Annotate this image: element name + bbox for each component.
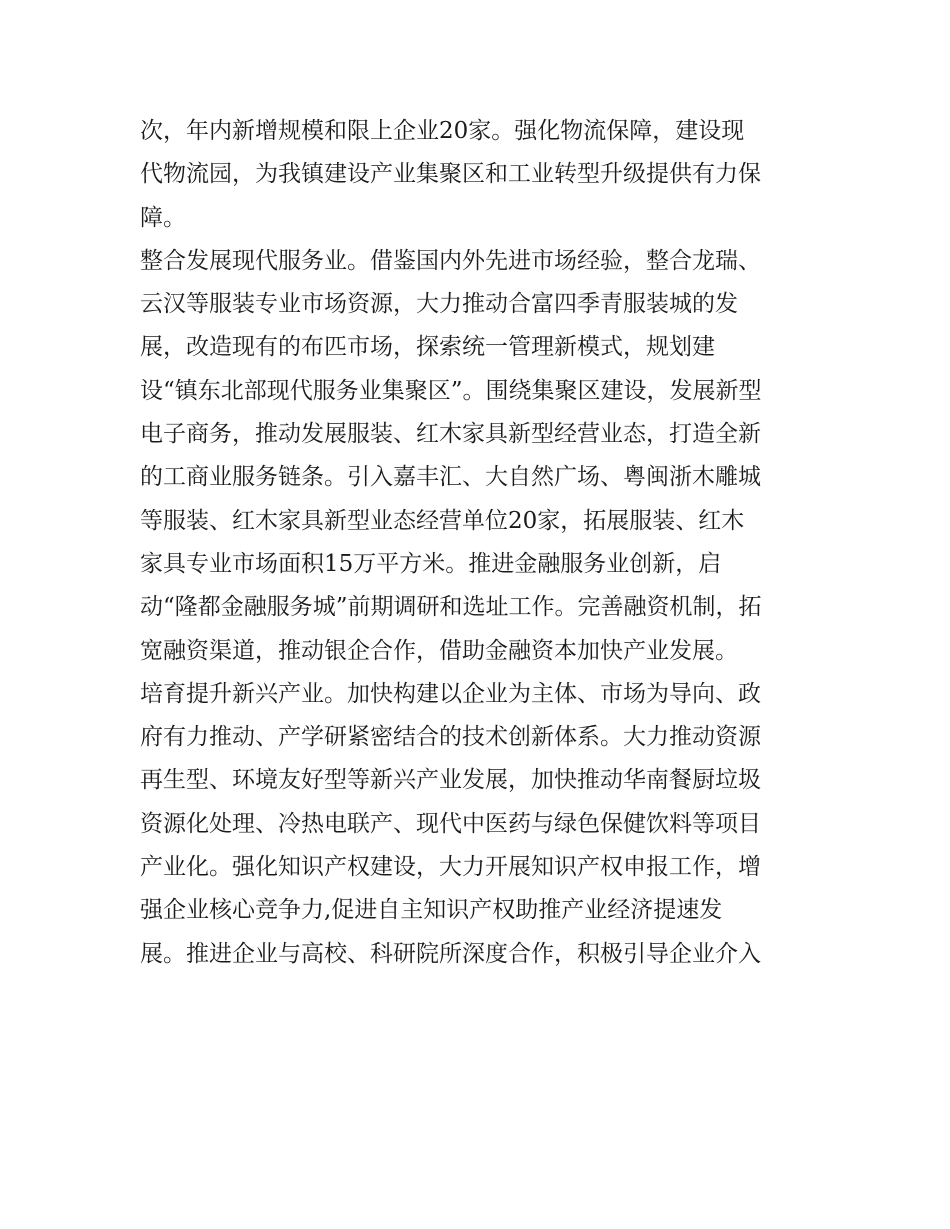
text-line: 宽融资渠道，推动银企合作，借助金融资本加快产业发展。	[140, 637, 738, 664]
text-line: 产业化。强化知识产权建设，大力开展知识产权申报工作，增	[140, 854, 761, 881]
text-line: 动“隆都金融服务城”前期调研和选址工作。完善融资机制，拓	[140, 594, 762, 621]
text-line: 障。	[140, 204, 186, 231]
text-line: 府有力推动、产学研紧密结合的技术创新体系。大力推动资源	[140, 724, 761, 751]
text-line: 整合发展现代服务业。借鉴国内外先进市场经验，整合龙瑞、	[140, 247, 761, 274]
text-line: 次，年内新增规模和限上企业20家。强化物流保障，建设现	[140, 118, 745, 144]
text-line: 的工商业服务链条。引入嘉丰汇、大自然广场、粤闽浙木雕城	[140, 464, 761, 491]
body-text	[140, 110, 820, 976]
text-line: 培育提升新兴产业。加快构建以企业为主体、市场为导向、政	[140, 680, 761, 707]
text-line: 云汉等服装专业市场资源，大力推动合富四季青服装城的发	[140, 291, 738, 318]
text-line: 展，改造现有的布匹市场，探索统一管理新模式，规划建	[140, 334, 715, 361]
text-line: 再生型、环境友好型等新兴产业发展，加快推动华南餐厨垃圾	[140, 767, 761, 794]
text-line: 家具专业市场面积15万平方米。推进金融服务业创新，启	[140, 550, 722, 577]
text-line: 设“镇东北部现代服务业集聚区”。围绕集聚区建设，发展新型	[140, 377, 762, 404]
text-line: 等服装、红木家具新型业态经营单位20家，拓展服装、红木	[140, 507, 745, 534]
text-line: 电子商务，推动发展服装、红木家具新型经营业态，打造全新	[140, 421, 761, 448]
text-line: 资源化处理、冷热电联产、现代中医药与绿色保健饮料等项目	[140, 810, 761, 837]
text-line: 代物流园，为我镇建设产业集聚区和工业转型升级提供有力保	[140, 161, 761, 188]
text-line: 展。推进企业与高校、科研院所深度合作，积极引导企业介入	[140, 940, 761, 967]
text-line: 强企业核心竞争力,促进自主知识产权助推产业经济提速发	[140, 897, 723, 924]
